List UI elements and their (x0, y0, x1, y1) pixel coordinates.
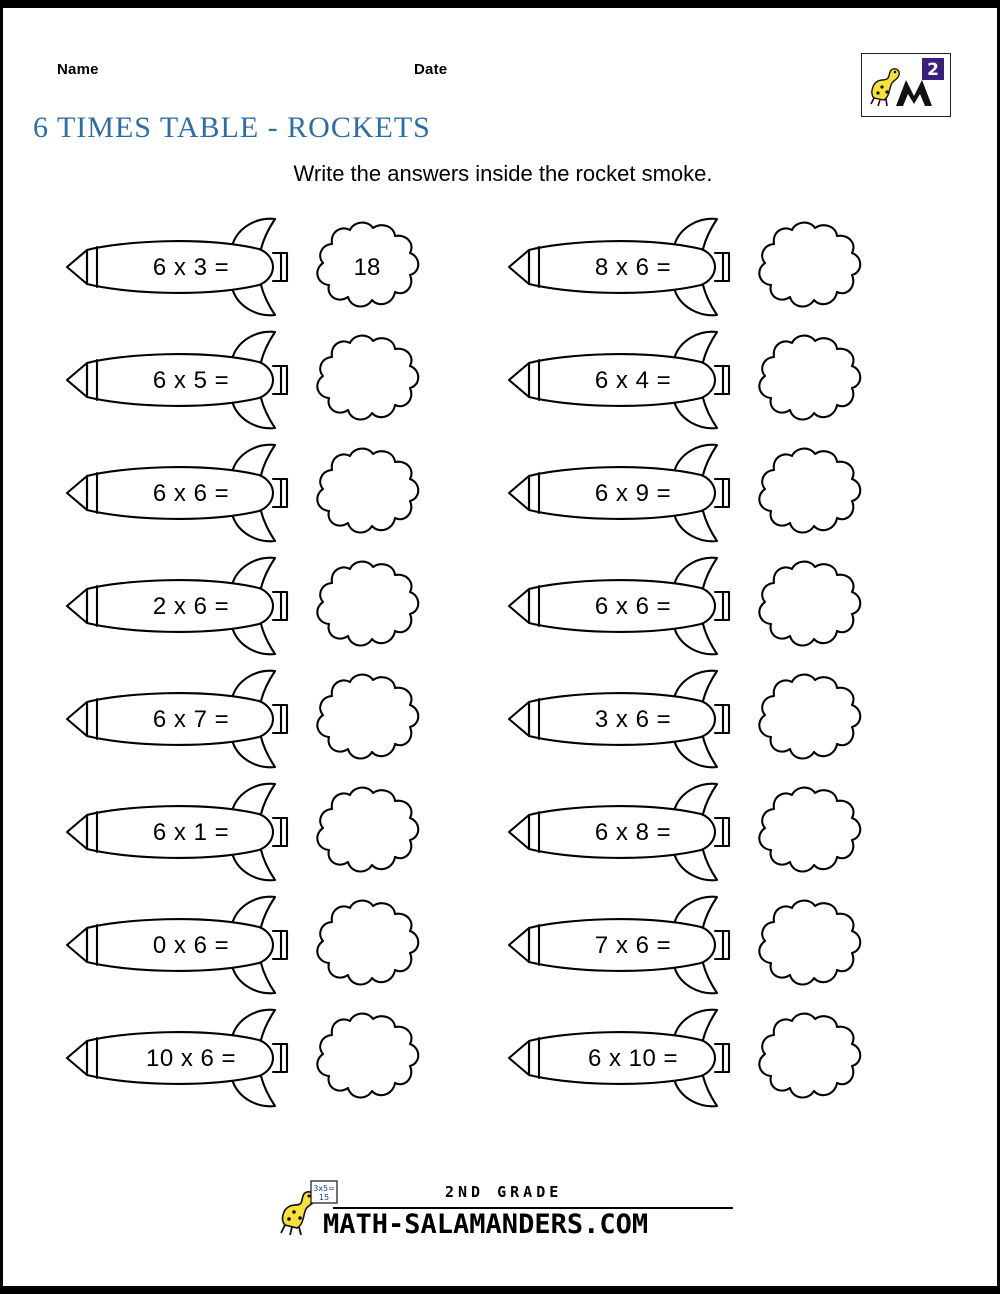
smoke-cloud-icon (741, 1009, 877, 1109)
problem-row (53, 1002, 483, 1115)
equation-text: 6 x 3 = (152, 253, 230, 281)
smoke-cloud-icon (299, 896, 435, 996)
rocket-icon (495, 1002, 745, 1115)
smoke-cloud-icon (741, 670, 877, 770)
svg-text:15: 15 (318, 1193, 330, 1202)
problem-row (53, 211, 483, 324)
problem-row (495, 1002, 925, 1115)
rocket-icon (53, 211, 303, 324)
problem-row (495, 324, 925, 437)
problem-row (53, 663, 483, 776)
page-bottom-rule (3, 1286, 1000, 1291)
footer-site-name: MATH-SALAMANDERS.COM (323, 1209, 649, 1240)
problem-row (53, 550, 483, 663)
rocket-icon (495, 663, 745, 776)
smoke-cloud-icon (299, 670, 435, 770)
smoke-cloud-icon (741, 557, 877, 657)
smoke-cloud-icon (741, 444, 877, 544)
rocket-icon (53, 889, 303, 1002)
equation-text: 2 x 6 = (152, 592, 230, 620)
rocket-icon (495, 550, 745, 663)
equation-text: 6 x 6 = (594, 592, 672, 620)
page-top-rule (3, 3, 1000, 8)
rocket-icon (495, 776, 745, 889)
left-column (53, 211, 483, 1115)
rocket-icon (495, 889, 745, 1002)
equation-text: 8 x 6 = (594, 253, 672, 281)
equation-text: 6 x 4 = (594, 366, 672, 394)
right-column (495, 211, 925, 1115)
problem-row (495, 550, 925, 663)
rocket-icon (53, 437, 303, 550)
smoke-cloud-icon (299, 444, 435, 544)
problem-row (53, 324, 483, 437)
equation-text: 6 x 7 = (152, 705, 230, 733)
logo-grade-number: 2 (927, 60, 939, 80)
smoke-cloud-icon (741, 331, 877, 431)
smoke-cloud-icon (741, 218, 877, 318)
equation-text: 6 x 6 = (152, 479, 230, 507)
equation-text: 6 x 8 = (594, 818, 672, 846)
rocket-icon (53, 776, 303, 889)
problem-row (495, 776, 925, 889)
smoke-cloud-icon (299, 783, 435, 883)
rocket-icon (495, 324, 745, 437)
svg-text:3x5=: 3x5= (313, 1184, 335, 1193)
smoke-cloud-icon (299, 331, 435, 431)
equation-text: 6 x 1 = (152, 818, 230, 846)
rocket-icon (495, 437, 745, 550)
smoke-cloud-icon (299, 557, 435, 657)
problem-row (495, 211, 925, 324)
rocket-icon (495, 211, 745, 324)
equation-text: 10 x 6 = (145, 1044, 237, 1072)
rocket-icon (53, 663, 303, 776)
rocket-icon (53, 1002, 303, 1115)
smoke-cloud-icon (299, 218, 435, 318)
equation-text: 6 x 9 = (594, 479, 672, 507)
worksheet-header (57, 61, 947, 89)
instructions: Write the answers inside the rocket smoke. (293, 161, 713, 186)
page-title: 6 TIMES TABLE - ROCKETS (33, 111, 431, 144)
date-label: Date (414, 61, 448, 78)
equation-text: 6 x 10 = (587, 1044, 679, 1072)
smoke-cloud-icon (299, 1009, 435, 1109)
equation-text: 7 x 6 = (594, 931, 672, 959)
problem-row (53, 776, 483, 889)
page-footer (3, 1175, 1000, 1255)
equation-text: 6 x 5 = (152, 366, 230, 394)
equation-text: 0 x 6 = (152, 931, 230, 959)
problem-row (495, 889, 925, 1002)
problem-row (53, 889, 483, 1002)
rocket-icon (53, 324, 303, 437)
problem-row (53, 437, 483, 550)
problem-row (495, 437, 925, 550)
smoke-cloud-icon (741, 896, 877, 996)
header-logo (861, 53, 951, 117)
problem-row (495, 663, 925, 776)
answer-field[interactable]: 18 (353, 254, 381, 281)
footer-grade-label: 2ND GRADE (445, 1183, 563, 1201)
smoke-cloud-icon (741, 783, 877, 883)
rocket-icon (53, 550, 303, 663)
name-label: Name (57, 61, 99, 78)
equation-text: 3 x 6 = (594, 705, 672, 733)
